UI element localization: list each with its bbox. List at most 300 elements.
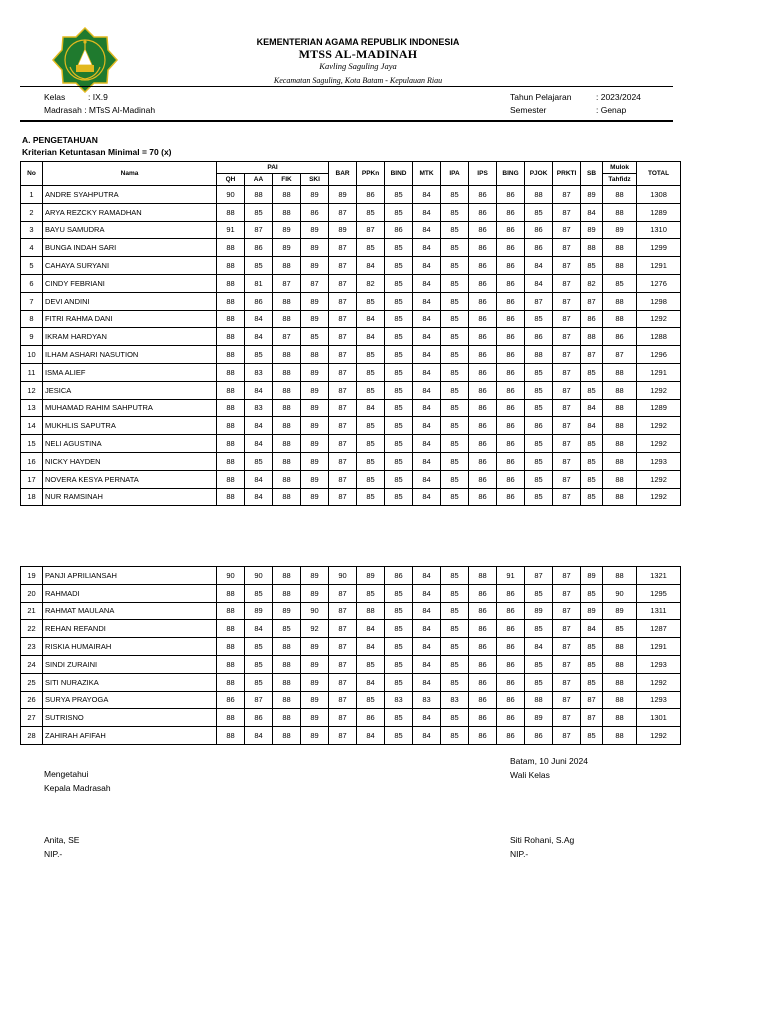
score-cell: 88 (217, 709, 245, 727)
score-cell: 85 (385, 417, 413, 435)
score-cell: 84 (413, 727, 441, 745)
score-cell: 89 (245, 602, 273, 620)
score-cell: 89 (301, 709, 329, 727)
score-cell: 85 (525, 381, 553, 399)
score-cell: 87 (603, 346, 637, 364)
student-row (21, 655, 681, 673)
col-pai: PAI (217, 162, 329, 174)
score-cell: 88 (603, 239, 637, 257)
score-cell: 88 (603, 709, 637, 727)
score-cell: 85 (273, 620, 301, 638)
score-cell: 86 (469, 239, 497, 257)
score-cell: 86 (497, 638, 525, 656)
score-cell: 86 (469, 691, 497, 709)
score-cell: 87 (329, 203, 357, 221)
score-cell: 88 (273, 709, 301, 727)
signature-right-name (510, 833, 574, 861)
total-score: 1292 (637, 381, 681, 399)
score-cell: 85 (385, 203, 413, 221)
score-cell: 84 (413, 292, 441, 310)
score-cell: 87 (329, 435, 357, 453)
score-cell: 87 (553, 257, 581, 275)
grades-body-2 (21, 567, 681, 745)
total-score: 1293 (637, 655, 681, 673)
score-cell: 85 (525, 310, 553, 328)
student-row (21, 602, 681, 620)
score-cell: 85 (525, 363, 553, 381)
score-cell: 85 (525, 620, 553, 638)
score-cell: 86 (525, 328, 553, 346)
score-cell: 88 (273, 363, 301, 381)
score-cell: 86 (497, 602, 525, 620)
score-cell: 84 (413, 567, 441, 585)
score-cell: 82 (357, 274, 385, 292)
score-cell: 87 (553, 488, 581, 506)
score-cell: 87 (553, 602, 581, 620)
score-cell: 85 (441, 470, 469, 488)
score-cell: 90 (217, 567, 245, 585)
student-row (21, 381, 681, 399)
student-name: ARYA REZCKY RAMADHAN (43, 203, 217, 221)
score-cell: 87 (329, 292, 357, 310)
score-cell: 89 (301, 399, 329, 417)
student-row (21, 417, 681, 435)
score-cell: 89 (301, 221, 329, 239)
score-cell: 85 (245, 257, 273, 275)
score-cell: 85 (581, 638, 603, 656)
score-cell: 87 (329, 399, 357, 417)
grades-table-2 (20, 566, 681, 745)
col-qh: QH (217, 174, 245, 186)
student-row (21, 274, 681, 292)
student-no: 19 (21, 567, 43, 585)
total-score: 1311 (637, 602, 681, 620)
score-cell: 88 (273, 435, 301, 453)
score-cell: 87 (525, 567, 553, 585)
score-cell: 84 (525, 257, 553, 275)
score-cell: 84 (245, 381, 273, 399)
score-cell: 85 (525, 584, 553, 602)
score-cell: 84 (413, 274, 441, 292)
kkm-text: Kriterian Ketuntasan Minimal = 70 (x) (22, 147, 172, 157)
score-cell: 86 (525, 417, 553, 435)
total-score: 1299 (637, 239, 681, 257)
score-cell: 87 (357, 221, 385, 239)
score-cell: 88 (217, 727, 245, 745)
score-cell: 87 (329, 417, 357, 435)
score-cell: 87 (245, 691, 273, 709)
student-name: DEVI ANDINI (43, 292, 217, 310)
score-cell: 87 (329, 709, 357, 727)
score-cell: 85 (581, 363, 603, 381)
score-cell: 85 (357, 655, 385, 673)
score-cell: 85 (525, 488, 553, 506)
score-cell: 86 (469, 417, 497, 435)
total-score: 1298 (637, 292, 681, 310)
student-row (21, 292, 681, 310)
score-cell: 88 (217, 381, 245, 399)
student-name: SUTRISNO (43, 709, 217, 727)
school-address-2: Kecamatan Saguling, Kota Batam - Kepulauan Riau (273, 76, 443, 85)
score-cell: 85 (385, 655, 413, 673)
score-cell: 84 (581, 620, 603, 638)
score-cell: 88 (603, 381, 637, 399)
score-cell: 87 (273, 274, 301, 292)
score-cell: 85 (525, 435, 553, 453)
score-cell: 85 (441, 488, 469, 506)
kelas-label: Kelas (44, 92, 66, 102)
score-cell: 85 (581, 257, 603, 275)
score-cell: 87 (553, 435, 581, 453)
info-divider (20, 120, 673, 122)
score-cell: 85 (385, 274, 413, 292)
score-cell: 84 (413, 584, 441, 602)
score-cell: 88 (603, 310, 637, 328)
score-cell: 85 (581, 584, 603, 602)
col-tahfidz: Tahfidz (603, 174, 637, 186)
student-no: 28 (21, 727, 43, 745)
student-name: NUR RAMSINAH (43, 488, 217, 506)
student-no: 20 (21, 584, 43, 602)
score-cell: 86 (497, 417, 525, 435)
score-cell: 85 (385, 292, 413, 310)
score-cell: 87 (245, 221, 273, 239)
score-cell: 89 (301, 239, 329, 257)
score-cell: 89 (581, 567, 603, 585)
score-cell: 88 (603, 417, 637, 435)
score-cell: 86 (469, 584, 497, 602)
score-cell: 88 (603, 435, 637, 453)
score-cell: 89 (301, 186, 329, 204)
mengetahui-text: Mengetahui (44, 769, 89, 779)
score-cell: 85 (441, 381, 469, 399)
score-cell: 84 (357, 673, 385, 691)
score-cell: 88 (245, 186, 273, 204)
score-cell: 86 (497, 655, 525, 673)
score-cell: 88 (217, 470, 245, 488)
score-cell: 85 (357, 435, 385, 453)
score-cell: 85 (441, 221, 469, 239)
score-cell: 87 (553, 346, 581, 364)
score-cell: 86 (469, 435, 497, 453)
score-cell: 84 (357, 620, 385, 638)
student-name: SINDI ZURAINI (43, 655, 217, 673)
signature-right-title (510, 754, 588, 782)
score-cell: 86 (469, 186, 497, 204)
score-cell: 89 (329, 221, 357, 239)
score-cell: 87 (553, 452, 581, 470)
score-cell: 87 (553, 186, 581, 204)
total-score: 1293 (637, 691, 681, 709)
score-cell: 86 (245, 292, 273, 310)
score-cell: 87 (553, 328, 581, 346)
score-cell: 89 (301, 470, 329, 488)
score-cell: 85 (581, 435, 603, 453)
score-cell: 85 (357, 488, 385, 506)
kepala-name: Anita, SE (44, 835, 80, 845)
grades-table-1 (20, 161, 681, 506)
total-score: 1291 (637, 638, 681, 656)
score-cell: 84 (413, 257, 441, 275)
score-cell: 86 (469, 363, 497, 381)
score-cell: 85 (385, 399, 413, 417)
score-cell: 89 (301, 310, 329, 328)
score-cell: 87 (273, 328, 301, 346)
score-cell: 84 (525, 274, 553, 292)
score-cell: 86 (469, 620, 497, 638)
score-cell: 86 (357, 186, 385, 204)
info-right-labels (510, 91, 571, 117)
score-cell: 88 (217, 328, 245, 346)
score-cell: 84 (413, 203, 441, 221)
score-cell: 89 (329, 186, 357, 204)
score-cell: 89 (301, 435, 329, 453)
score-cell: 86 (525, 727, 553, 745)
score-cell: 85 (525, 673, 553, 691)
score-cell: 84 (245, 727, 273, 745)
score-cell: 88 (273, 638, 301, 656)
score-cell: 89 (301, 257, 329, 275)
score-cell: 89 (301, 727, 329, 745)
score-cell: 87 (553, 363, 581, 381)
score-cell: 87 (329, 274, 357, 292)
score-cell: 86 (469, 399, 497, 417)
score-cell: 87 (553, 203, 581, 221)
score-cell: 84 (413, 602, 441, 620)
score-cell: 86 (385, 567, 413, 585)
score-cell: 89 (603, 602, 637, 620)
score-cell: 85 (603, 274, 637, 292)
col-total: TOTAL (637, 162, 681, 186)
student-row (21, 620, 681, 638)
score-cell: 87 (553, 655, 581, 673)
score-cell: 84 (245, 488, 273, 506)
student-no: 6 (21, 274, 43, 292)
school-name: MTSS AL-MADINAH (298, 47, 418, 61)
col-ski: SKI (301, 174, 329, 186)
score-cell: 85 (385, 310, 413, 328)
score-cell: 88 (603, 727, 637, 745)
semester-value: : Genap (596, 105, 627, 115)
student-row (21, 399, 681, 417)
score-cell: 82 (581, 274, 603, 292)
score-cell: 89 (301, 638, 329, 656)
wali-name: Siti Rohani, S.Ag (510, 835, 575, 845)
student-no: 26 (21, 691, 43, 709)
score-cell: 87 (329, 452, 357, 470)
score-cell: 87 (553, 673, 581, 691)
score-cell: 87 (581, 709, 603, 727)
score-cell: 85 (357, 363, 385, 381)
score-cell: 87 (329, 691, 357, 709)
score-cell: 87 (553, 381, 581, 399)
student-no: 18 (21, 488, 43, 506)
score-cell: 84 (413, 470, 441, 488)
score-cell: 87 (553, 310, 581, 328)
student-name: SURYA PRAYOGA (43, 691, 217, 709)
score-cell: 85 (385, 638, 413, 656)
score-cell: 89 (301, 381, 329, 399)
col-mtk: MTK (413, 162, 441, 186)
signature-left-title (44, 767, 111, 795)
score-cell: 84 (357, 328, 385, 346)
score-cell: 86 (301, 203, 329, 221)
total-score: 1292 (637, 727, 681, 745)
score-cell: 85 (357, 292, 385, 310)
score-cell: 90 (245, 567, 273, 585)
student-row (21, 363, 681, 381)
col-bind: BIND (385, 162, 413, 186)
student-name: BUNGA INDAH SARI (43, 239, 217, 257)
score-cell: 87 (329, 257, 357, 275)
total-score: 1292 (637, 673, 681, 691)
score-cell: 85 (245, 638, 273, 656)
score-cell: 85 (581, 727, 603, 745)
score-cell: 87 (329, 310, 357, 328)
score-cell: 85 (581, 488, 603, 506)
score-cell: 85 (357, 452, 385, 470)
score-cell: 87 (329, 488, 357, 506)
score-cell: 88 (603, 691, 637, 709)
score-cell: 89 (301, 655, 329, 673)
score-cell: 85 (385, 239, 413, 257)
ministry-logo (52, 27, 118, 93)
score-cell: 87 (301, 274, 329, 292)
madrasah-value: : MTsS Al-Madinah (84, 105, 156, 115)
score-cell: 86 (497, 691, 525, 709)
score-cell: 87 (329, 655, 357, 673)
student-name: ZAHIRAH AFIFAH (43, 727, 217, 745)
student-name: ISMA ALIEF (43, 363, 217, 381)
score-cell: 91 (497, 567, 525, 585)
score-cell: 84 (245, 435, 273, 453)
grades-body-1 (21, 186, 681, 506)
col-prkti: PRKTI (553, 162, 581, 186)
col-fik: FIK (273, 174, 301, 186)
student-row (21, 452, 681, 470)
col-mulok: Mulok (603, 162, 637, 174)
score-cell: 89 (301, 584, 329, 602)
score-cell: 88 (273, 257, 301, 275)
score-cell: 84 (413, 310, 441, 328)
total-score: 1292 (637, 435, 681, 453)
score-cell: 87 (329, 363, 357, 381)
student-no: 1 (21, 186, 43, 204)
score-cell: 84 (413, 655, 441, 673)
score-cell: 86 (469, 221, 497, 239)
score-cell: 89 (301, 488, 329, 506)
header-divider (20, 86, 673, 87)
score-cell: 88 (217, 488, 245, 506)
score-cell: 86 (497, 452, 525, 470)
score-cell: 87 (329, 470, 357, 488)
score-cell: 85 (441, 328, 469, 346)
score-cell: 88 (273, 310, 301, 328)
score-cell: 86 (525, 239, 553, 257)
score-cell: 86 (497, 292, 525, 310)
score-cell: 87 (329, 620, 357, 638)
score-cell: 86 (469, 602, 497, 620)
score-cell: 86 (497, 363, 525, 381)
score-cell: 86 (469, 452, 497, 470)
score-cell: 87 (553, 399, 581, 417)
score-cell: 89 (581, 186, 603, 204)
score-cell: 86 (469, 673, 497, 691)
score-cell: 87 (553, 584, 581, 602)
col-sb: SB (581, 162, 603, 186)
score-cell: 89 (301, 691, 329, 709)
score-cell: 83 (441, 691, 469, 709)
score-cell: 86 (497, 470, 525, 488)
score-cell: 87 (525, 292, 553, 310)
score-cell: 84 (525, 638, 553, 656)
score-cell: 84 (413, 239, 441, 257)
score-cell: 89 (581, 221, 603, 239)
total-score: 1287 (637, 620, 681, 638)
total-score: 1291 (637, 257, 681, 275)
score-cell: 86 (497, 399, 525, 417)
score-cell: 87 (329, 602, 357, 620)
score-cell: 87 (329, 584, 357, 602)
total-score: 1293 (637, 452, 681, 470)
score-cell: 85 (385, 435, 413, 453)
student-row (21, 346, 681, 364)
student-no: 14 (21, 417, 43, 435)
score-cell: 86 (497, 186, 525, 204)
score-cell: 86 (469, 257, 497, 275)
score-cell: 86 (581, 310, 603, 328)
score-cell: 84 (413, 346, 441, 364)
student-no: 11 (21, 363, 43, 381)
score-cell: 85 (245, 655, 273, 673)
score-cell: 85 (525, 399, 553, 417)
score-cell: 88 (469, 567, 497, 585)
score-cell: 85 (385, 602, 413, 620)
score-cell: 86 (497, 709, 525, 727)
score-cell: 85 (385, 488, 413, 506)
col-ips: IPS (469, 162, 497, 186)
score-cell: 87 (553, 727, 581, 745)
score-cell: 85 (525, 470, 553, 488)
student-no: 21 (21, 602, 43, 620)
score-cell: 88 (603, 488, 637, 506)
student-no: 2 (21, 203, 43, 221)
score-cell: 86 (469, 346, 497, 364)
score-cell: 85 (245, 673, 273, 691)
score-cell: 86 (469, 709, 497, 727)
score-cell: 85 (441, 310, 469, 328)
score-cell: 86 (497, 328, 525, 346)
score-cell: 84 (413, 399, 441, 417)
score-cell: 88 (217, 203, 245, 221)
score-cell: 83 (245, 363, 273, 381)
score-cell: 84 (413, 328, 441, 346)
score-cell: 86 (245, 709, 273, 727)
score-cell: 88 (603, 673, 637, 691)
score-cell: 84 (357, 638, 385, 656)
total-score: 1292 (637, 470, 681, 488)
score-cell: 87 (553, 470, 581, 488)
score-cell: 86 (469, 470, 497, 488)
kepala-nip: NIP.- (44, 849, 63, 859)
score-cell: 86 (497, 274, 525, 292)
score-cell: 88 (273, 470, 301, 488)
score-cell: 84 (357, 310, 385, 328)
score-cell: 86 (497, 488, 525, 506)
score-cell: 85 (385, 673, 413, 691)
total-score: 1321 (637, 567, 681, 585)
score-cell: 88 (603, 363, 637, 381)
